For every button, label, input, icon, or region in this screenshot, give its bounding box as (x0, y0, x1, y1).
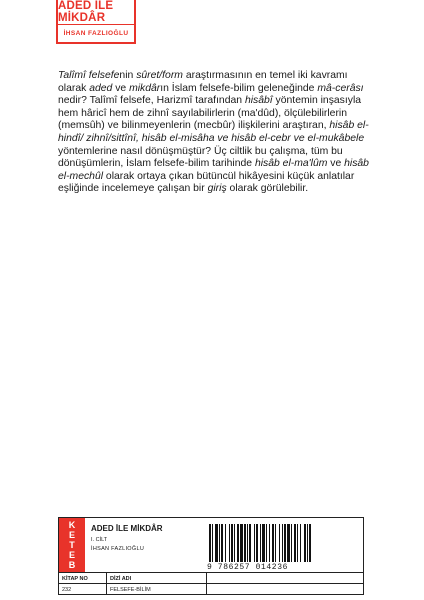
blurb-run: olarak ortaya çıkan bütüncül hikâyesini küçük anlatılar eşliğinde incelemeye çalışan bir (58, 170, 355, 195)
blurb-italic-run: giriş (207, 183, 227, 195)
barcode-bar (247, 524, 248, 562)
barcode-bar (225, 524, 226, 562)
blurb-italic-run: aded (89, 82, 113, 94)
blurb-run: araştırmasının en temel iki kavramı olarak (58, 70, 348, 94)
blurb-italic-run: hisâb el-mechûl (58, 158, 369, 182)
back-cover-blurb (58, 70, 378, 196)
blurb-run: yöntemlerine nasıl dönüşmüştür? Üç ciltlik bu çalışma, tüm bu dönüşümlerin, İslam felsefe-bilim tarihinde (58, 145, 343, 170)
barcode-bar (209, 524, 211, 562)
logo-letter: K (68, 520, 76, 530)
barcode-bar (275, 524, 276, 562)
barcode-bar (307, 524, 308, 562)
barcode-bar (219, 524, 220, 562)
logo-letter: T (69, 540, 75, 550)
barcode-bar (291, 524, 292, 562)
barcode-bar (287, 524, 290, 562)
blurb-run: olarak görülebilir. (226, 183, 309, 195)
barcode-bar (300, 524, 301, 562)
barcode-bar (256, 524, 258, 562)
barcode-bar (244, 524, 246, 562)
barcode-bar (266, 524, 267, 562)
logo-letter: E (68, 550, 75, 560)
book-no-value: 232 (59, 584, 107, 595)
cover-title: ADED İLE MİKDÂR (58, 0, 134, 25)
barcode-bar (262, 524, 265, 562)
barcode-bar (272, 524, 274, 562)
book-info-block (58, 517, 364, 595)
cover-author: İHSAN FAZLIOĞLU (63, 30, 129, 37)
barcode-bar (260, 524, 261, 562)
barcode-bar (309, 524, 311, 562)
blurb-italic-run: sûret/form (136, 70, 183, 81)
value-row (59, 583, 363, 595)
barcode-bar (304, 524, 306, 562)
blurb-italic-run: Talîmî felsefe (58, 70, 120, 81)
publisher-logo (59, 518, 85, 572)
barcode-bar (229, 524, 230, 562)
barcode-bar (297, 524, 298, 562)
book-title: ADED İLE MİKDÂR (91, 524, 163, 533)
series-label: DİZİ ADI (107, 573, 207, 584)
barcode-bar (249, 524, 251, 562)
blurb-italic-run: hisâb el-hindî/ zihnî/sittînî, hisâb el-misâha ve hisâb el-cebr ve el-mukâbele (58, 120, 369, 144)
blurb-run: nedir? Talîmî felsefe, Harizmî tarafından (58, 95, 245, 107)
logo-letter: B (68, 560, 76, 570)
blurb-italic-run: mikdâr (129, 82, 161, 94)
barcode-bar (279, 524, 280, 562)
blurb-italic-run: hisâbî (244, 95, 273, 107)
barcode-bar (282, 524, 283, 562)
barcode-bar (215, 524, 218, 562)
barcode-bar (237, 524, 239, 562)
book-no-label: KİTAP NO (59, 573, 107, 584)
blurb-run: ve (327, 158, 345, 170)
barcode (207, 524, 359, 562)
blurb-run: ın İslam felsefe-bilim geleneğinde (160, 82, 318, 94)
blurb-paragraph (58, 70, 378, 196)
blurb-run: ve (112, 82, 130, 94)
barcode-bar (269, 524, 270, 562)
barcode-bar (254, 524, 255, 562)
barcode-bar (294, 524, 296, 562)
book-meta (91, 524, 181, 552)
isbn-number: 9 786257 014236 (207, 563, 289, 572)
title-box (56, 0, 136, 44)
blurb-italic-run: mâ-cerâsı (317, 82, 364, 94)
logo-letter: E (68, 530, 75, 540)
book-author: İHSAN FAZLIOĞLU (91, 546, 145, 552)
barcode-bar (284, 524, 286, 562)
blurb-run: yöntemin inşasıyla hem hâricî hem de zihnî sayılabilirlerin (ma'dûd), ölçülebilirlerin (memsûh) ve bilinmeyenlerin (mecbûr) ilişkilerini araştıran, (58, 95, 362, 132)
blurb-run: nin (119, 70, 137, 81)
barcode-bar (240, 524, 243, 562)
series-value: FELSEFE-BİLİM (107, 584, 207, 595)
barcode-bar (234, 524, 235, 562)
barcode-bar (212, 524, 213, 562)
book-volume: I. CİLT (91, 537, 108, 543)
barcode-bar (231, 524, 233, 562)
barcode-bar (221, 524, 223, 562)
blurb-italic-run: hisâb el-ma'lûm (254, 158, 328, 170)
